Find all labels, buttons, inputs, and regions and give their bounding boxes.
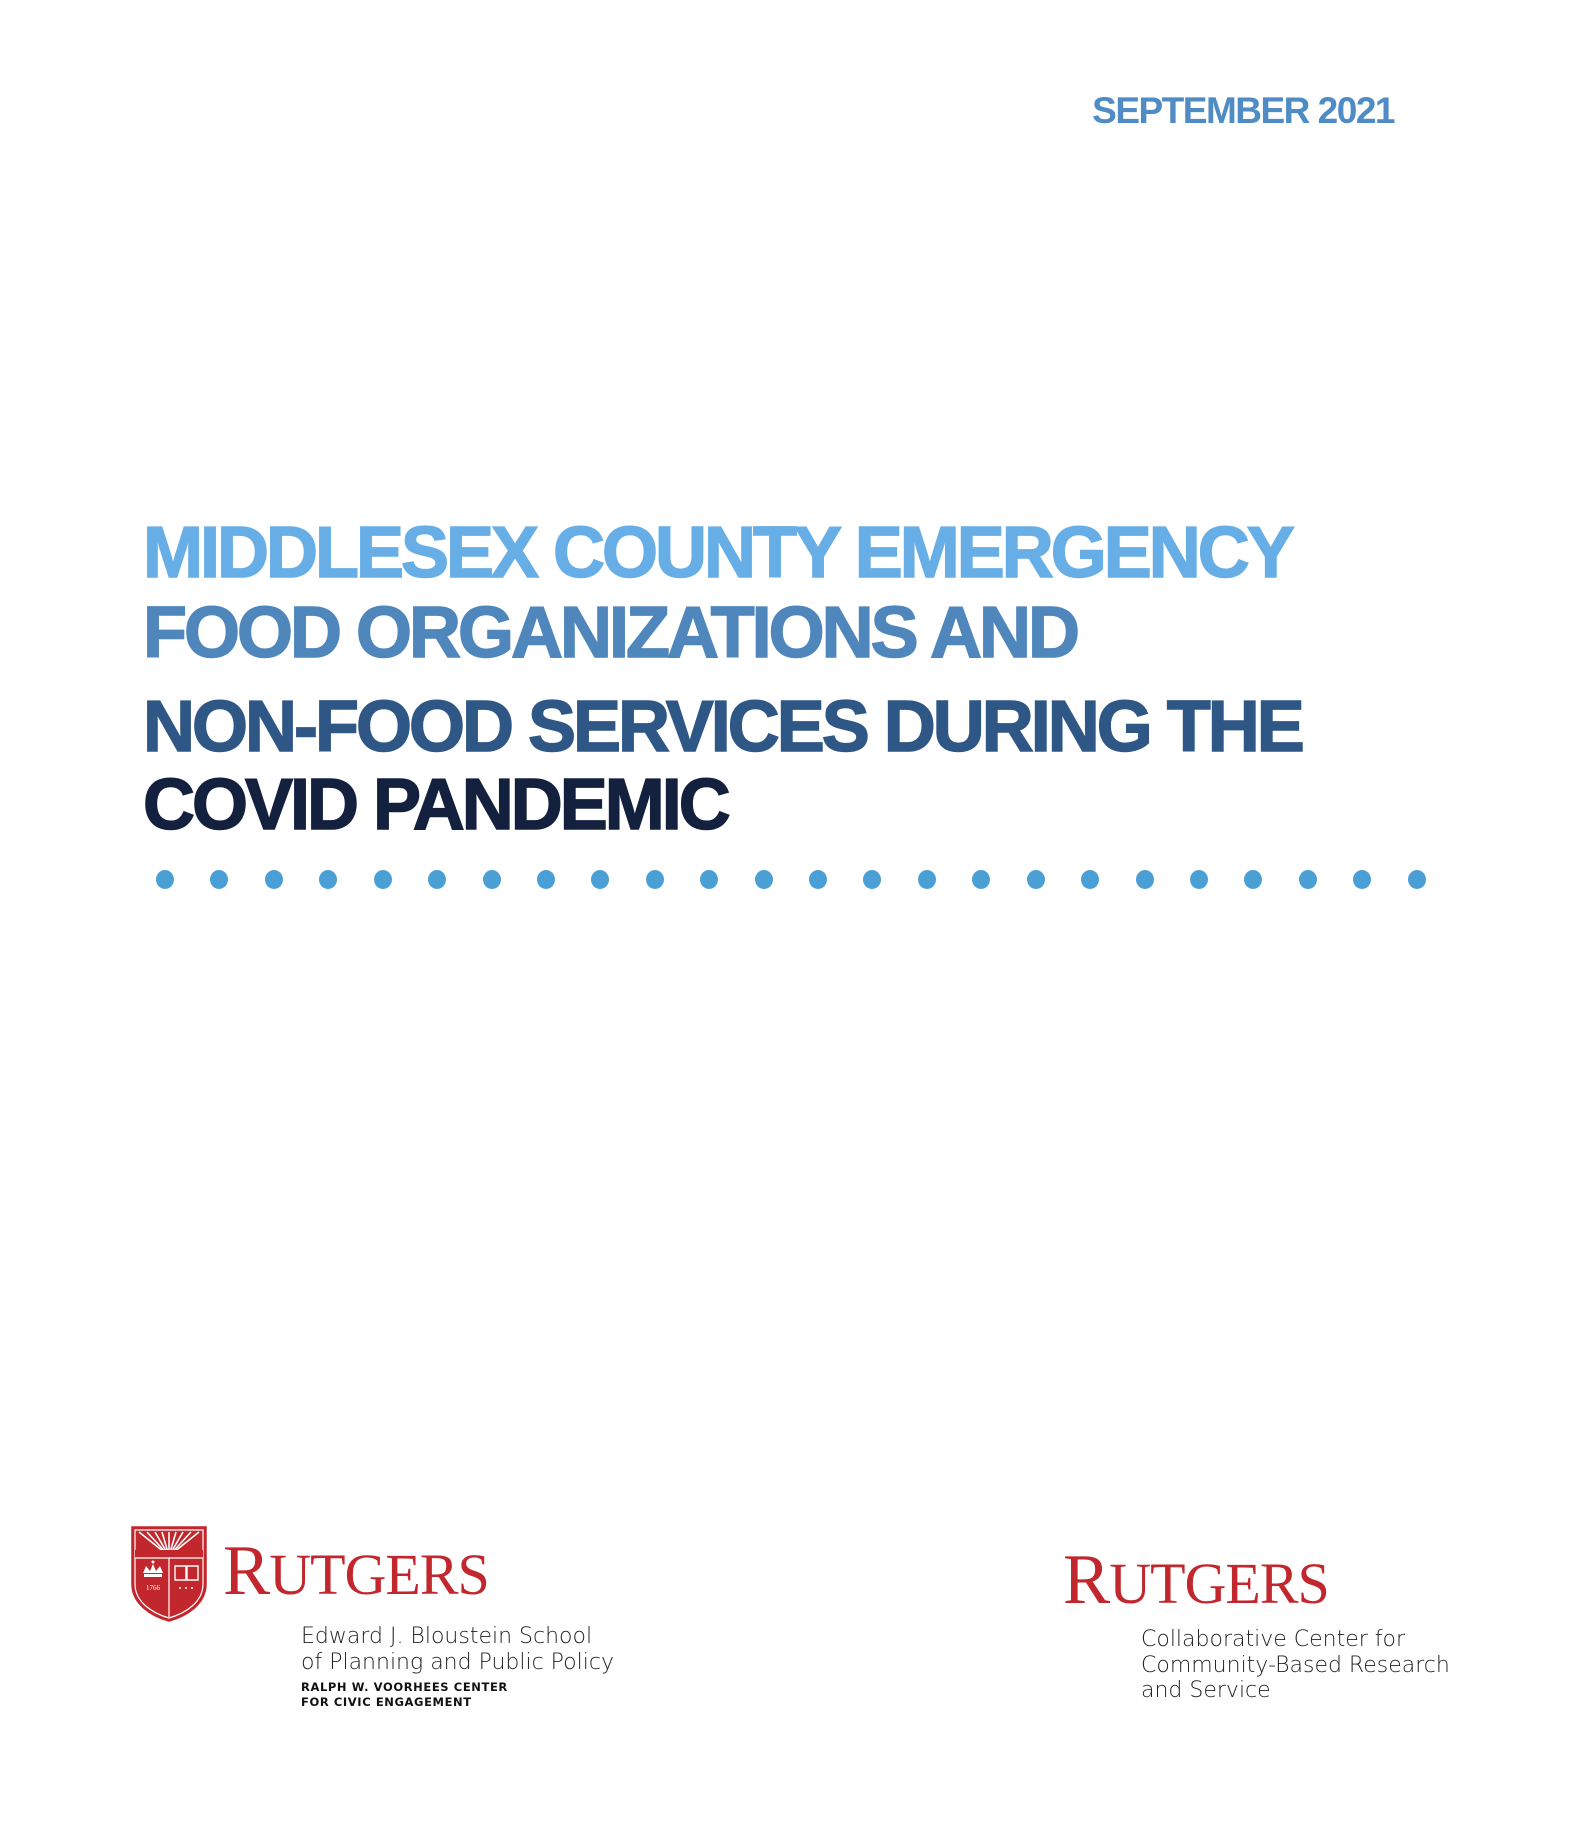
divider-dot xyxy=(428,870,446,889)
collaborative-center-logo xyxy=(1063,1541,1463,1705)
title-line-4: COVID PANDEMIC xyxy=(143,765,728,845)
bloustein-school-logo xyxy=(131,1526,651,1716)
dotted-divider xyxy=(156,869,1426,889)
title-line-2: FOOD ORGANIZATIONS AND xyxy=(143,593,1077,673)
rutgers-shield-icon xyxy=(131,1526,207,1622)
divider-dot xyxy=(700,870,718,889)
title-line-1: MIDDLESEX COUNTY EMERGENCY xyxy=(143,513,1292,593)
divider-dot xyxy=(483,870,501,889)
title-line-3: NON-FOOD SERVICES DURING THE xyxy=(143,687,1302,767)
divider-dot xyxy=(265,870,283,889)
divider-dot xyxy=(1244,870,1262,889)
divider-dot xyxy=(1190,870,1208,889)
svg-text:1766: 1766 xyxy=(146,1584,160,1592)
divider-dot xyxy=(156,870,174,889)
center-name: Collaborative Center for Community-Based Research and Service xyxy=(1141,1627,1450,1704)
divider-dot xyxy=(319,870,337,889)
divider-dot xyxy=(1027,870,1045,889)
divider-dot xyxy=(972,870,990,889)
report-date: SEPTEMBER 2021 xyxy=(1092,90,1394,131)
divider-dot xyxy=(1408,870,1426,889)
divider-dot xyxy=(1081,870,1099,889)
divider-dot xyxy=(1299,870,1317,889)
divider-dot xyxy=(1136,870,1154,889)
divider-dot xyxy=(374,870,392,889)
rutgers-wordmark: RUTGERS xyxy=(1063,1541,1329,1619)
school-name: Edward J. Bloustein School of Planning and Public Policy xyxy=(301,1624,614,1675)
divider-dot xyxy=(918,870,936,889)
divider-dot xyxy=(537,870,555,889)
divider-dot xyxy=(863,870,881,889)
center-name: RALPH W. VOORHEES CENTER FOR CIVIC ENGAGEMENT xyxy=(301,1680,508,1709)
divider-dot xyxy=(755,870,773,889)
divider-dot xyxy=(646,870,664,889)
divider-dot xyxy=(591,870,609,889)
divider-dot xyxy=(210,870,228,889)
divider-dot xyxy=(1353,870,1371,889)
divider-dot xyxy=(809,870,827,889)
rutgers-wordmark: RUTGERS xyxy=(223,1532,489,1610)
report-title xyxy=(143,512,1443,846)
